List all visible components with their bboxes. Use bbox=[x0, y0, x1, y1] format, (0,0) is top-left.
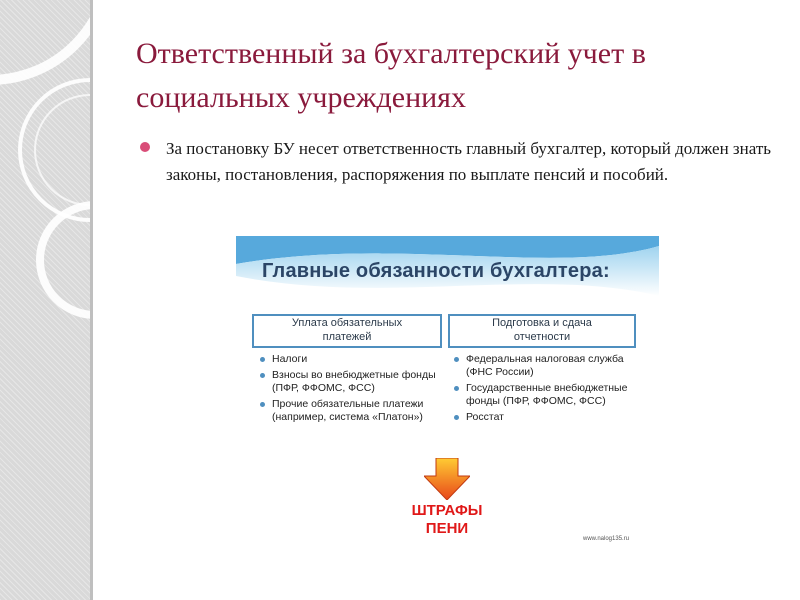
slide-title: Ответственный за бухгалтерский учет в социальных учреждениях bbox=[136, 37, 646, 114]
infographic-title: Главные обязанности бухгалтера: bbox=[262, 260, 610, 282]
duties-infographic bbox=[236, 236, 659, 552]
right-column-header bbox=[448, 314, 636, 348]
decorative-sidebar bbox=[0, 0, 90, 600]
right-header-line2: отчетности bbox=[513, 331, 571, 343]
decorative-circles bbox=[0, 0, 90, 600]
list-item: Взносы во внебюджетные фонды (ПФР, ФФОМС, ФСС) bbox=[258, 369, 448, 395]
list-item: Росстат bbox=[452, 411, 642, 424]
source-url: www.nalog135.ru bbox=[583, 536, 630, 542]
list-item: Государственные внебюджетные фонды (ПФР, ФФОМС, ФСС) bbox=[452, 382, 642, 408]
list-item: Прочие обязательные платежи (например, система «Платон») bbox=[258, 398, 448, 424]
fines-line1: ШТРАФЫ bbox=[411, 502, 483, 519]
left-header-line2: платежей bbox=[322, 331, 372, 343]
bullet-text: За постановку БУ несет ответственность главный бухгалтер, который должен знать законы, постановления, распоряжения по выплате пенсий и пособий. bbox=[166, 139, 772, 184]
fines-line2: ПЕНИ bbox=[425, 520, 469, 537]
list-item: Федеральная налоговая служба (ФНС России) bbox=[452, 353, 642, 379]
left-column-list bbox=[258, 353, 448, 427]
list-item: Налоги bbox=[258, 353, 448, 366]
left-column-header bbox=[252, 314, 442, 348]
right-header-line1: Подготовка и сдача bbox=[492, 317, 592, 329]
bullet-item bbox=[140, 136, 780, 188]
fines-label bbox=[386, 502, 508, 538]
down-arrow-icon bbox=[424, 458, 470, 500]
left-header-line1: Уплата обязательных bbox=[291, 317, 403, 329]
bullet-icon bbox=[140, 142, 150, 152]
sidebar-divider bbox=[90, 0, 93, 600]
right-column-list bbox=[452, 353, 642, 427]
